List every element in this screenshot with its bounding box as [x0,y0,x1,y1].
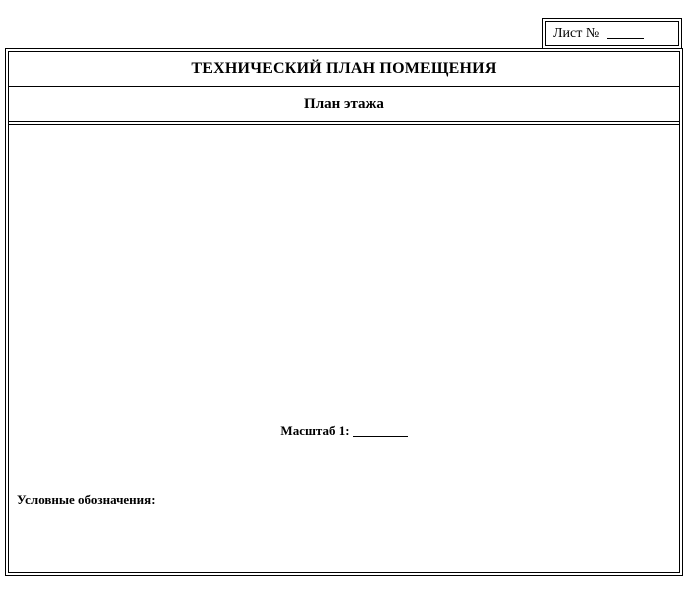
scale-label: Масштаб 1: [280,423,350,438]
sheet-number-inner-frame [545,21,679,46]
document-title: ТЕХНИЧЕСКИЙ ПЛАН ПОМЕЩЕНИЯ [9,52,679,87]
document-inner-frame [8,51,680,573]
scale-blank [353,435,408,437]
document-subtitle: План этажа [9,87,679,122]
legend-label: Условные обозначения: [17,492,156,507]
sheet-number-blank [607,37,644,39]
document-frame [5,48,683,576]
floor-plan-drawing-area [9,125,679,572]
sheet-number-label: Лист № [553,25,600,41]
sheet-number-box [542,18,682,49]
scale-line [9,423,679,439]
